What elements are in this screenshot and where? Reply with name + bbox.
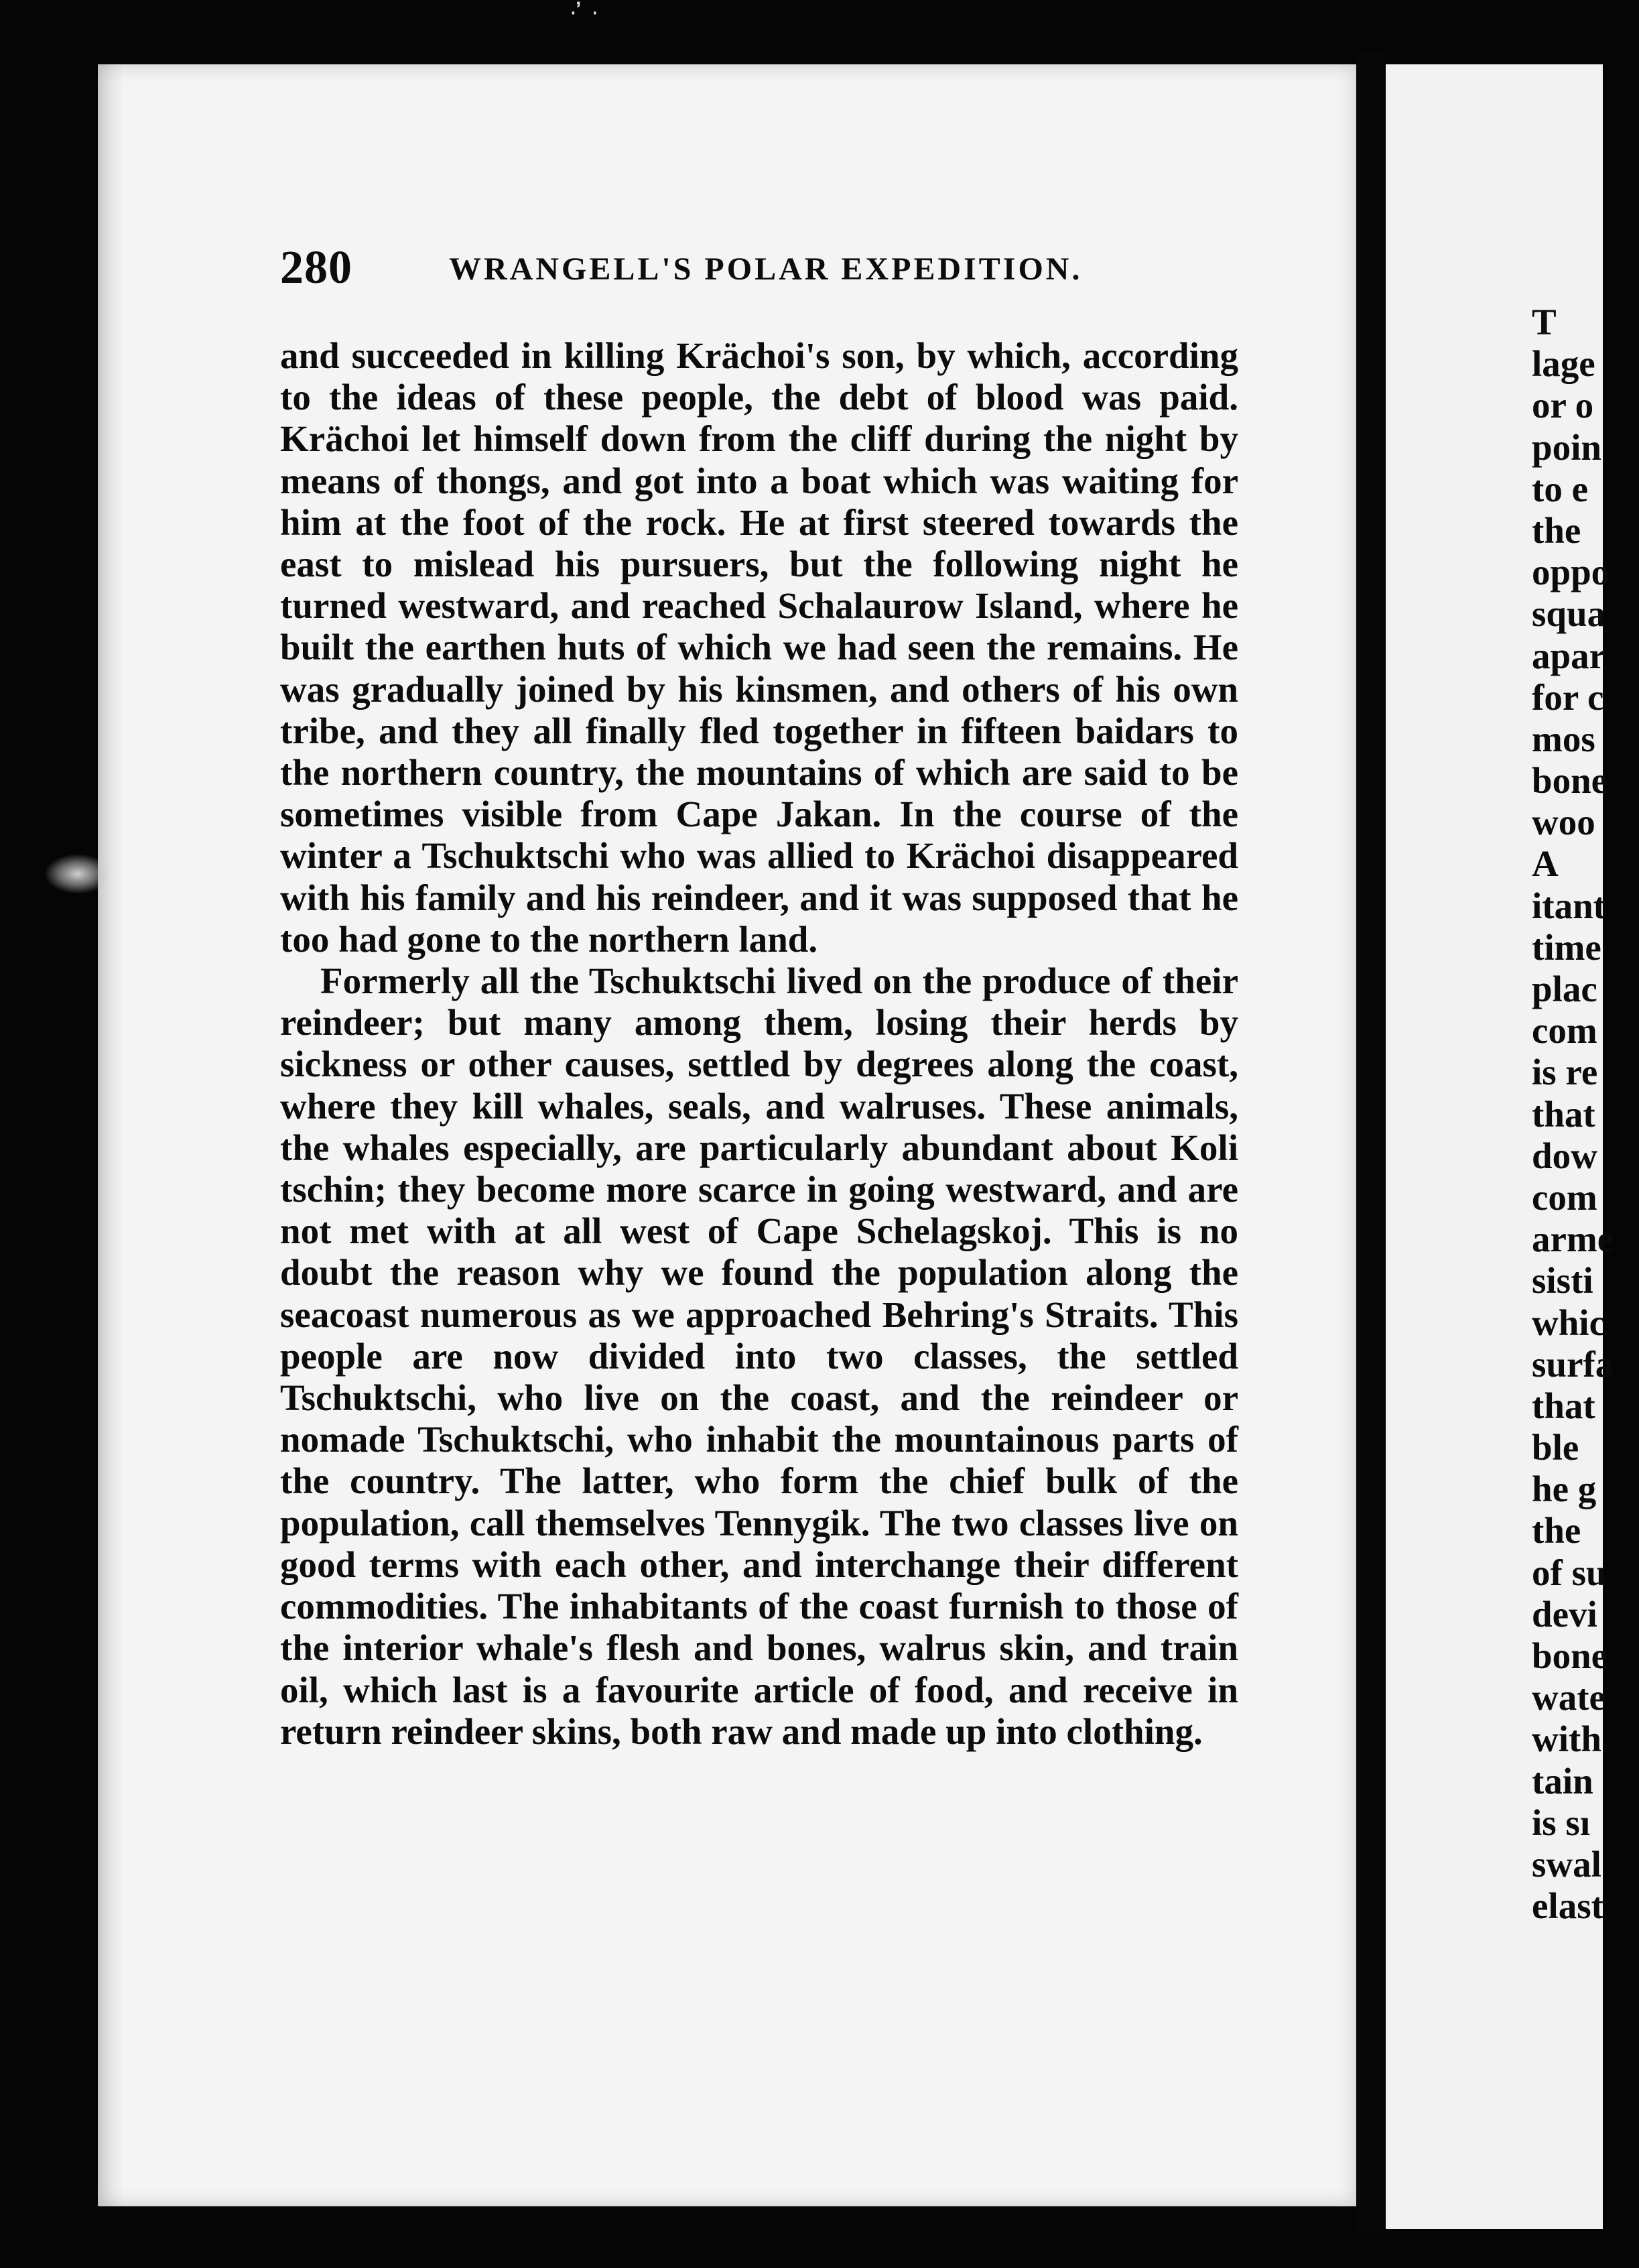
facing-page-fragment: whic [1532,1302,1605,1343]
facing-page-fragment: that [1532,1385,1595,1426]
facing-page-fragment: bone [1532,1635,1608,1676]
facing-page-fragment: is re [1532,1052,1598,1093]
facing-page-fragment: bone [1532,760,1608,802]
facing-page-fragment: tain [1532,1760,1593,1802]
facing-page-fragment: T [1532,302,1557,342]
facing-page-fragment: is sı [1532,1802,1591,1843]
facing-page-fragment: com [1532,1176,1597,1218]
facing-page-fragment: the [1532,509,1581,551]
facing-page-fragment: swal [1532,1843,1601,1885]
facing-page-fragment: devi [1532,1593,1597,1635]
facing-page-fragment: with [1532,1718,1601,1760]
page-number: 280 [280,242,352,294]
facing-page-fragment: poin [1532,426,1601,468]
body-text [280,335,1238,1753]
facing-page-fragment: lage [1532,343,1595,385]
facing-page-fragment: com [1532,1010,1597,1052]
facing-page-fragment: arme [1532,1218,1614,1260]
paragraph-2: Formerly all the Tschuktschi lived on the produce of their reindeer; but many among them, losing their herds by sickness or other causes, settled by degrees along the coast, where they kill whales, seals, and walruses. These animals, the whales especially, are particularly abundant about Koli tschin; they become more scarce in going westward, and are not met with at all west of Cape Schelagskoj. This is no doubt the reason why we found the population along the seacoast numerous as we approached Behring's Straits. This people are now divided into two classes, the settled Tschuktschi, who live on the coast, and the reindeer or nomade Tschuktschi, who inhabit the mountainous parts of the country. The latter, who form the chief bulk of the population, call themselves Tennygik. The two classes live on good terms with each other, and interchange their different commodities. The inhabitants of the coast furnish to those of the interior whale's flesh and bones, walrus skin, and train oil, which last is a favourite article of food, and receive in return reindeer skins, both raw and made up into clothing. [280,960,1238,1752]
book-gutter [1356,54,1383,2232]
scan-speck-marks: · ̓ · [570,0,599,27]
paragraph-1: and succeeded in killing Krächoi's son, by which, according to the ideas of these people, the debt of blood was paid. Krächoi let himself down from the cliff during the night by means of thongs, and got into a boat which was waiting for him at the foot of the rock. He at first steered towards the east to mislead his pursuers, but the following night he turned westward, and reached Schalaurow Island, where he built the earthen huts of which we had seen the remains. He was gradually joined by his kinsmen, and others of his own tribe, and they all finally fled together in fifteen baidars to the northern country, the mountains of which are said to be sometimes visible from Cape Jakan. In the course of the winter a Tschuktschi who was allied to Krächoi disappeared with his family and his reindeer, and it was supposed that he too had gone to the northern land. [280,335,1238,960]
facing-page-fragment: elast [1532,1885,1603,1927]
facing-page-fragment: for c [1532,676,1604,718]
facing-page-fragment: that [1532,1093,1595,1135]
facing-page-text-fragments [1532,302,1639,1927]
facing-page-fragment: time [1532,926,1601,968]
facing-page-fragment: plac [1532,968,1597,1009]
facing-page-fragment: the [1532,1510,1581,1552]
facing-page-fragment: to e [1532,468,1588,509]
facing-page-fragment: or o [1532,385,1594,426]
running-header [280,241,1191,302]
facing-page-fragment: apar [1532,635,1605,676]
facing-page-fragment: dow [1532,1135,1597,1176]
facing-page-fragment: he g [1532,1468,1597,1510]
facing-page-fragment: oppo [1532,552,1610,593]
facing-page-fragment: squa [1532,593,1606,635]
margin-smudge [44,854,111,894]
facing-page-fragment: surfa [1532,1343,1614,1385]
facing-page-fragment: wate [1532,1677,1605,1718]
facing-page-fragment: A [1532,843,1559,885]
facing-page-fragment: itant [1532,885,1605,926]
facing-page-fragment: of su [1532,1552,1607,1593]
running-title: WRANGELL'S POLAR EXPEDITION. [449,251,1083,287]
facing-page-fragment: sisti [1532,1260,1593,1302]
facing-page-fragment: woo [1532,802,1595,843]
facing-page-fragment: ble [1532,1427,1579,1468]
facing-page-fragment: mos [1532,718,1595,759]
